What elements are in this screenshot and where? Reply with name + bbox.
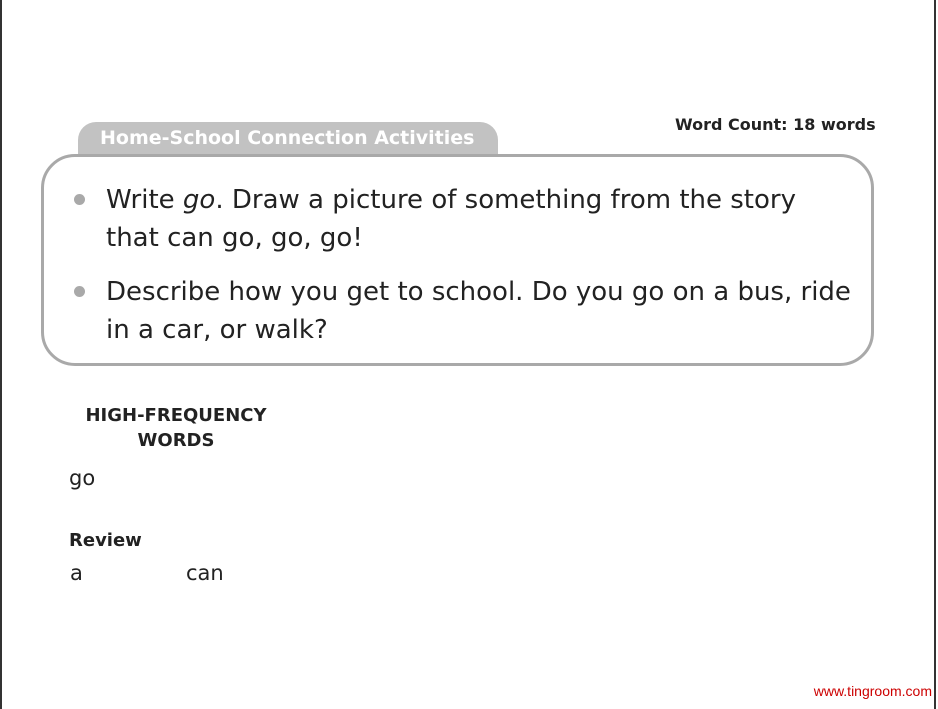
- review-word: a: [70, 561, 83, 585]
- review-heading: Review: [69, 530, 142, 551]
- activities-box: [41, 154, 874, 366]
- high-frequency-word: go: [69, 466, 96, 490]
- word-count: Word Count: 18 words: [675, 115, 876, 134]
- page-border-left: [0, 0, 2, 709]
- bullet-icon: [74, 194, 85, 205]
- page-border-right: [934, 0, 936, 709]
- high-frequency-heading-line1: HIGH-FREQUENCY: [85, 405, 267, 426]
- activity-text: Describe how you get to school. Do you go on a bus, ride in a car, or walk?: [106, 277, 851, 345]
- section-tab-label: Home-School Connection Activities: [100, 127, 475, 149]
- high-frequency-heading-line2: WORDS: [137, 430, 215, 451]
- review-word: can: [186, 561, 224, 585]
- bullet-icon: [74, 286, 85, 297]
- activity-text-after: . Draw a picture of something from the story that can go, go, go!: [106, 185, 796, 253]
- watermark-link[interactable]: www.tingroom.com: [813, 683, 932, 699]
- activity-text: [106, 181, 851, 257]
- activity-text-before: Write: [106, 185, 183, 215]
- activity-text-emphasis: go: [182, 185, 216, 215]
- high-frequency-heading: [78, 403, 274, 453]
